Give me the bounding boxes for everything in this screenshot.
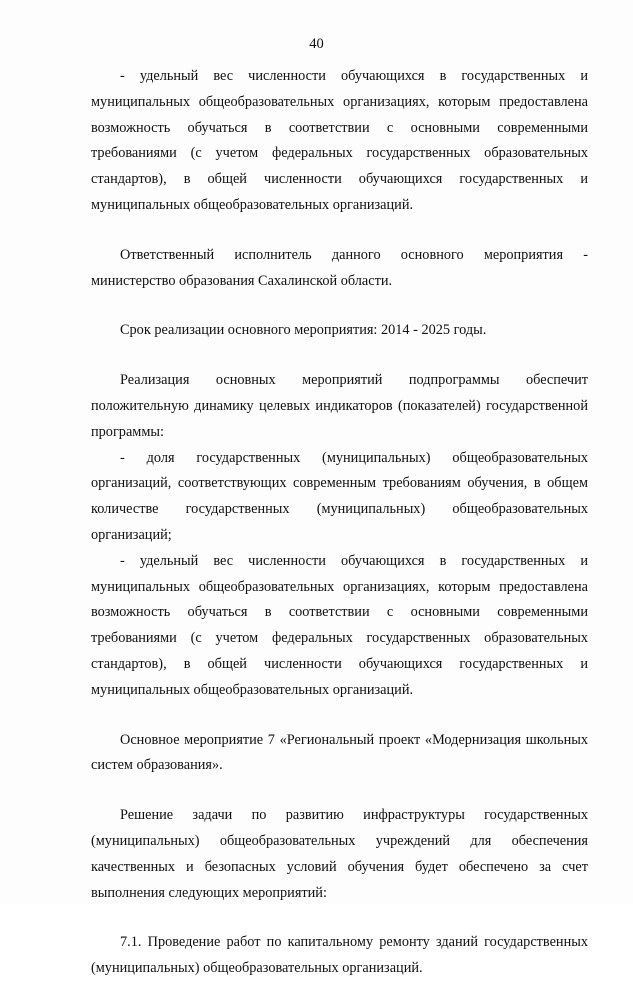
paragraph-specific-weight-2: - удельный вес численности обучающихся в государственных и муниципальных общеобразовательных организациях, которым предоставлена возможность обучаться в соответствии с основными современными требованиями (с учетом федеральных государственных образовательных стандартов), в общей численности обучающихся государственных и муниципальных общеобразовательных организаций.	[91, 552, 588, 698]
paragraph-implementation-period: Срок реализации основного мероприятия: 2014 - 2025 годы.	[120, 322, 487, 339]
page-number: 40	[309, 36, 324, 52]
paragraph-measure-7-1: 7.1. Проведение работ по капитальному ремонту зданий государственных (муниципальных) общеобразовательных организаций.	[91, 934, 588, 977]
paragraph-specific-weight-1: - удельный вес численности обучающихся в государственных и муниципальных общеобразовательных организациях, которым предоставлена возможность обучаться в соответствии с основными современными требованиями (с учетом федеральных государственных образовательных стандартов), в общей численности обучающихся государственных и муниципальных общеобразовательных организаций.	[91, 68, 588, 213]
paragraph-dynamics-intro: Реализация основных мероприятий подпрограммы обеспечит положительную динамику целевых индикаторов (показателей) государственной программы:	[91, 372, 588, 440]
paragraph-share-organizations: - доля государственных (муниципальных) общеобразовательных организаций, соответствующих современным требованиям обучения, в общем количестве государственных (муниципальных) общеобразовательных организаций;	[91, 449, 588, 543]
page-body	[91, 64, 588, 1006]
paragraph-infrastructure-task: Решение задачи по развитию инфраструктуры государственных (муниципальных) общеобразовательных учреждений для обеспечения качественных и безопасных условий обучения будет обеспечено за счет выполнения следующих мероприятий:	[91, 807, 588, 901]
paragraph-main-measure-7: Основное мероприятие 7 «Региональный проект «Модернизация школьных систем образования».	[91, 731, 588, 774]
paragraph-responsible-executor: Ответственный исполнитель данного основного мероприятия - министерство образования Сахалинской области.	[91, 246, 588, 289]
